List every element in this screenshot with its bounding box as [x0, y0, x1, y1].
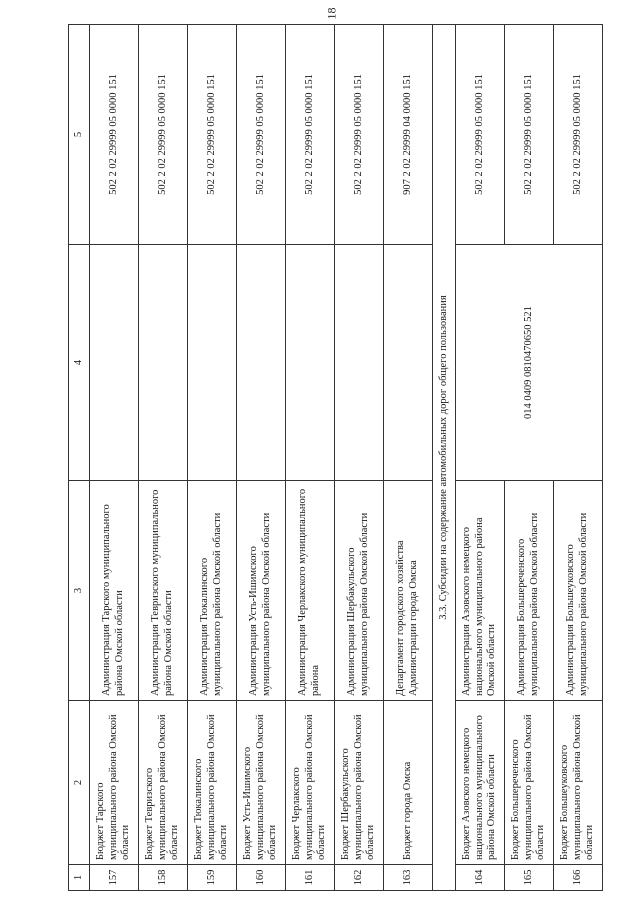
table-row [335, 25, 384, 891]
row-number: 157 [90, 865, 139, 891]
code5-cell: 502 2 02 29999 05 0000 151 [90, 25, 139, 245]
budget-cell: Бюджет Азовского немецкого национального муниципального района Омской области [456, 701, 505, 865]
row-number: 161 [286, 865, 335, 891]
shared-code4-cell: 014 0409 0810470650 521 [456, 245, 603, 481]
budget-cell: Бюджет города Омска [384, 701, 433, 865]
admin-cell: Администрация Тюкалинского муниципального района Омской области [188, 481, 237, 701]
header-cell-3: 3 [69, 481, 90, 701]
code4-cell [335, 245, 384, 481]
budget-cell: Бюджет Тевризского муниципального района Омской области [139, 701, 188, 865]
table-row [384, 25, 433, 891]
code4-cell [188, 245, 237, 481]
code4-cell [90, 245, 139, 481]
header-cell-1: 1 [69, 865, 90, 891]
section-title: 3.3. Субсидии на содержание автомобильных дорог общего пользования [433, 25, 456, 891]
admin-cell: Администрация Черлакского муниципального района [286, 481, 335, 701]
header-cell-2: 2 [69, 701, 90, 865]
row-number: 158 [139, 865, 188, 891]
budget-cell: Бюджет Шербакульского муниципального района Омской области [335, 701, 384, 865]
section-row [433, 25, 456, 891]
code5-cell: 907 2 02 29999 04 0000 151 [384, 25, 433, 245]
code5-cell: 502 2 02 29999 05 0000 151 [335, 25, 384, 245]
admin-cell: Администрация Азовского немецкого национального муниципального района Омской области [456, 481, 505, 701]
row-number: 160 [237, 865, 286, 891]
row-number: 164 [456, 865, 505, 891]
code5-cell: 502 2 02 29999 05 0000 151 [188, 25, 237, 245]
code4-cell [384, 245, 433, 481]
table-row [456, 25, 505, 891]
table-row [188, 25, 237, 891]
admin-cell: Администрация Большереченского муниципального района Омской области [505, 481, 554, 701]
row-number: 159 [188, 865, 237, 891]
row-number: 163 [384, 865, 433, 891]
code5-cell: 502 2 02 29999 05 0000 151 [237, 25, 286, 245]
rotated-table-container [44, 0, 640, 905]
header-row [69, 25, 90, 891]
table-row [286, 25, 335, 891]
budget-cell: Бюджет Большереченского муниципального района Омской области [505, 701, 554, 865]
admin-cell: Администрация Тевризского муниципального района Омской области [139, 481, 188, 701]
code5-cell: 502 2 02 29999 05 0000 151 [139, 25, 188, 245]
admin-cell: Администрация Шербакульского муниципального района Омской области [335, 481, 384, 701]
header-cell-4: 4 [69, 245, 90, 481]
admin-cell: Администрация Усть-Ишимского муниципального района Омской области [237, 481, 286, 701]
page-number: 18 [324, 7, 339, 20]
code5-cell: 502 2 02 29999 05 0000 151 [554, 25, 603, 245]
code4-cell [237, 245, 286, 481]
budget-table [68, 24, 603, 891]
budget-cell: Бюджет Тарского муниципального района Омской области [90, 701, 139, 865]
admin-cell: Администрация Большеуковского муниципального района Омской области [554, 481, 603, 701]
budget-cell: Бюджет Тюкалинского муниципального района Омской области [188, 701, 237, 865]
budget-cell: Бюджет Большеуковского муниципального района Омской области [554, 701, 603, 865]
header-cell-5: 5 [69, 25, 90, 245]
code4-cell [139, 245, 188, 481]
admin-cell: Департамент городского хозяйства Администрации города Омска [384, 481, 433, 701]
row-number: 162 [335, 865, 384, 891]
budget-cell: Бюджет Черлакского муниципального района Омской области [286, 701, 335, 865]
code4-cell [286, 245, 335, 481]
code5-cell: 502 2 02 29999 05 0000 151 [286, 25, 335, 245]
row-number: 165 [505, 865, 554, 891]
code5-cell: 502 2 02 29999 05 0000 151 [505, 25, 554, 245]
admin-cell: Администрация Тарского муниципального района Омской области [90, 481, 139, 701]
budget-cell: Бюджет Усть-Ишимского муниципального района Омской области [237, 701, 286, 865]
table-row [237, 25, 286, 891]
table-row [90, 25, 139, 891]
row-number: 166 [554, 865, 603, 891]
table-row [139, 25, 188, 891]
code5-cell: 502 2 02 29999 05 0000 151 [456, 25, 505, 245]
